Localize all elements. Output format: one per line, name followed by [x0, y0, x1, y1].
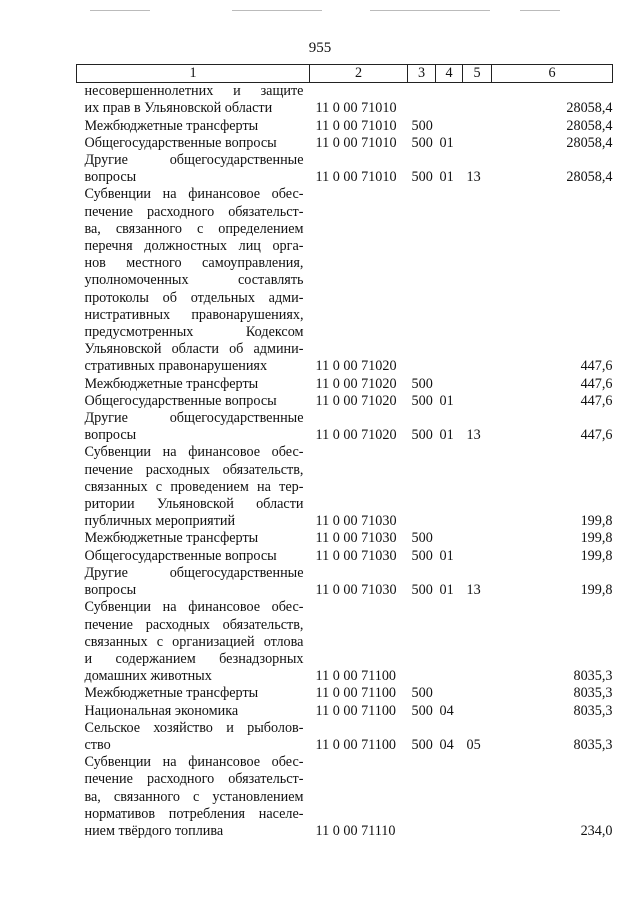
row-code: 11 0 00 71030 [315, 582, 397, 599]
row-name-line: печение расходных обязательств, [84, 616, 304, 633]
row-name-line: Межбюджетные трансферты [84, 117, 259, 134]
row-amount: 447,6 [580, 392, 613, 409]
row-name-line: уполномоченных составлять [84, 272, 304, 289]
row-name-line: публичных мероприятий [84, 513, 236, 530]
table-row [77, 548, 613, 565]
row-col4: 04 [439, 702, 454, 719]
row-col5 [463, 118, 492, 135]
row-amount: 447,6 [580, 375, 613, 392]
row-name-line: ва, связанного с установлением [84, 788, 304, 805]
row-col5 [463, 548, 492, 565]
table-row [77, 83, 613, 118]
row-col5 [463, 83, 492, 118]
row-name-line: вопросы [84, 427, 137, 444]
page-number: 955 [308, 40, 332, 56]
row-name [77, 83, 310, 118]
row-code: 11 0 00 71100 [315, 668, 397, 685]
row-name-line: Другие общегосударственные [84, 410, 304, 427]
row-amount: 28058,4 [566, 169, 613, 186]
row-amount: 8035,3 [573, 685, 613, 702]
row-col3: 500 [411, 736, 433, 753]
row-name-line: печение расходного обязательст- [84, 771, 304, 788]
row-name [77, 152, 310, 186]
row-code: 11 0 00 71020 [315, 358, 397, 375]
row-col5: 05 [466, 736, 481, 753]
row-col4 [436, 186, 463, 375]
row-col3: 500 [411, 392, 433, 409]
row-name-line: ритории Ульяновской области [84, 496, 304, 513]
row-amount: 199,8 [580, 547, 613, 564]
row-name [77, 703, 310, 720]
row-name-line: ство [84, 736, 111, 753]
row-code: 11 0 00 71010 [315, 100, 397, 117]
row-col4: 01 [439, 547, 454, 564]
table-row [77, 444, 613, 530]
row-col5 [463, 376, 492, 393]
table-row [77, 376, 613, 393]
row-amount: 199,8 [580, 530, 613, 547]
row-amount: 447,6 [580, 358, 613, 375]
row-col4 [436, 376, 463, 393]
row-amount: 8035,3 [573, 668, 613, 685]
row-col3: 500 [411, 375, 433, 392]
row-col5: 13 [466, 582, 481, 599]
row-name-line: вопросы [84, 169, 137, 186]
row-col4: 01 [439, 582, 454, 599]
row-col5 [463, 186, 492, 375]
table-row [77, 135, 613, 152]
row-name-line: нормативов потребления населе- [84, 805, 304, 822]
row-col3: 500 [411, 117, 433, 134]
row-name-line: Межбюджетные трансферты [84, 375, 259, 392]
row-col4 [436, 599, 463, 685]
row-code: 11 0 00 71020 [315, 375, 397, 392]
row-name-line: Ульяновской области об админи- [84, 341, 304, 358]
row-name-line: Другие общегосударственные [84, 564, 304, 581]
row-name-line: печение расходных обязательств, [84, 461, 304, 478]
row-col5 [463, 703, 492, 720]
row-name-line: Межбюджетные трансферты [84, 530, 259, 547]
table-row [77, 685, 613, 702]
row-col3 [408, 444, 436, 530]
row-name [77, 530, 310, 547]
row-amount: 28058,4 [566, 134, 613, 151]
row-name-line: ва, связанного с определением [84, 220, 304, 237]
row-code: 11 0 00 71010 [315, 169, 397, 186]
row-name-line: Общегосударственные вопросы [84, 392, 277, 409]
row-name-line: Субвенции на финансовое обес- [84, 444, 304, 461]
header-cell: 6 [492, 65, 613, 83]
row-name-line: нием твёрдого топлива [84, 822, 224, 839]
row-name-line: несовершеннолетних и защите [84, 83, 304, 100]
header-cell: 5 [463, 65, 492, 83]
table-row [77, 152, 613, 186]
row-name-line: Национальная экономика [84, 702, 239, 719]
row-name [77, 393, 310, 410]
row-amount: 447,6 [580, 427, 613, 444]
row-amount: 199,8 [580, 582, 613, 599]
table-row [77, 565, 613, 599]
row-code: 11 0 00 71100 [315, 685, 397, 702]
row-col3: 500 [411, 547, 433, 564]
row-amount: 28058,4 [566, 117, 613, 134]
row-code: 11 0 00 71030 [315, 513, 397, 530]
header-cell: 1 [77, 65, 310, 83]
row-name [77, 754, 310, 840]
row-col4: 01 [439, 427, 454, 444]
row-name-line: домашних животных [84, 668, 212, 685]
row-col4: 01 [439, 392, 454, 409]
table-row [77, 720, 613, 754]
row-col3: 500 [411, 702, 433, 719]
scan-artifact [90, 10, 150, 11]
table-row [77, 703, 613, 720]
row-amount: 8035,3 [573, 702, 613, 719]
table-row [77, 118, 613, 135]
row-name [77, 410, 310, 444]
table-row [77, 530, 613, 547]
table-row [77, 393, 613, 410]
row-col5: 13 [466, 427, 481, 444]
table-row [77, 410, 613, 444]
row-col4 [436, 444, 463, 530]
row-name-line: Сельское хозяйство и рыболов- [84, 719, 304, 736]
row-col4 [436, 83, 463, 118]
row-col4: 01 [439, 169, 454, 186]
row-name-line: связанных с организацией отлова [84, 633, 304, 650]
row-col4: 01 [439, 134, 454, 151]
row-code: 11 0 00 71030 [315, 530, 397, 547]
row-col3: 500 [411, 427, 433, 444]
row-col3: 500 [411, 134, 433, 151]
table-row [77, 754, 613, 840]
row-name-line: Общегосударственные вопросы [84, 547, 277, 564]
row-name-line: стративных правонарушениях [84, 358, 268, 375]
row-name [77, 565, 310, 599]
row-col5 [463, 135, 492, 152]
row-col5: 13 [466, 169, 481, 186]
row-col3 [408, 83, 436, 118]
row-col3 [408, 754, 436, 840]
row-col4 [436, 118, 463, 135]
header-cell: 4 [436, 65, 463, 83]
row-code: 11 0 00 71100 [315, 702, 397, 719]
row-name [77, 186, 310, 375]
row-code: 11 0 00 71010 [315, 117, 397, 134]
row-name-line: предусмотренных Кодексом [84, 324, 304, 341]
row-code: 11 0 00 71110 [315, 822, 396, 839]
row-name-line: Субвенции на финансовое обес- [84, 599, 304, 616]
row-col5 [463, 444, 492, 530]
row-col5 [463, 530, 492, 547]
row-name-line: перечня должностных лиц орга- [84, 238, 304, 255]
row-name-line: Другие общегосударственные [84, 152, 304, 169]
scan-artifact [370, 10, 490, 11]
row-name-line: Межбюджетные трансферты [84, 685, 259, 702]
row-amount: 234,0 [580, 822, 613, 839]
row-name [77, 685, 310, 702]
row-col4 [436, 754, 463, 840]
row-col5 [463, 685, 492, 702]
header-row [77, 65, 613, 83]
row-name-line: Субвенции на финансовое обес- [84, 754, 304, 771]
row-name-line: нистративных правонарушениях, [84, 306, 304, 323]
row-name-line: Субвенции на финансовое обес- [84, 186, 304, 203]
table-row [77, 599, 613, 685]
row-name-line: и содержанием безнадзорных [84, 650, 304, 667]
row-name [77, 135, 310, 152]
row-name [77, 118, 310, 135]
row-col3: 500 [411, 530, 433, 547]
row-col3: 500 [411, 582, 433, 599]
row-code: 11 0 00 71030 [315, 547, 397, 564]
row-name-line: печение расходного обязательст- [84, 203, 304, 220]
header-cell: 2 [310, 65, 408, 83]
budget-table [76, 64, 613, 840]
scan-artifact [520, 10, 560, 11]
row-name [77, 599, 310, 685]
row-col3 [408, 599, 436, 685]
row-name [77, 720, 310, 754]
row-amount: 28058,4 [566, 100, 613, 117]
row-name [77, 444, 310, 530]
row-name-line: Общегосударственные вопросы [84, 134, 277, 151]
row-col4: 04 [439, 736, 454, 753]
row-code: 11 0 00 71020 [315, 427, 397, 444]
row-col4 [436, 685, 463, 702]
row-name-line: вопросы [84, 582, 137, 599]
row-code: 11 0 00 71010 [315, 134, 397, 151]
scan-artifact [232, 10, 322, 11]
row-code: 11 0 00 71020 [315, 392, 397, 409]
row-amount: 8035,3 [573, 736, 613, 753]
row-amount: 199,8 [580, 513, 613, 530]
row-name [77, 548, 310, 565]
row-name-line: связанных с проведением на тер- [84, 478, 304, 495]
row-col5 [463, 393, 492, 410]
header-cell: 3 [408, 65, 436, 83]
row-col5 [463, 754, 492, 840]
row-name [77, 376, 310, 393]
row-col4 [436, 530, 463, 547]
row-name-line: протоколы об отдельных адми- [84, 289, 304, 306]
row-name-line: их прав в Ульяновской области [84, 100, 273, 117]
row-col3: 500 [411, 169, 433, 186]
row-name-line: нов местного самоуправления, [84, 255, 304, 272]
row-col5 [463, 599, 492, 685]
row-col3 [408, 186, 436, 375]
row-col3: 500 [411, 685, 433, 702]
table-row [77, 186, 613, 375]
row-code: 11 0 00 71100 [315, 736, 397, 753]
